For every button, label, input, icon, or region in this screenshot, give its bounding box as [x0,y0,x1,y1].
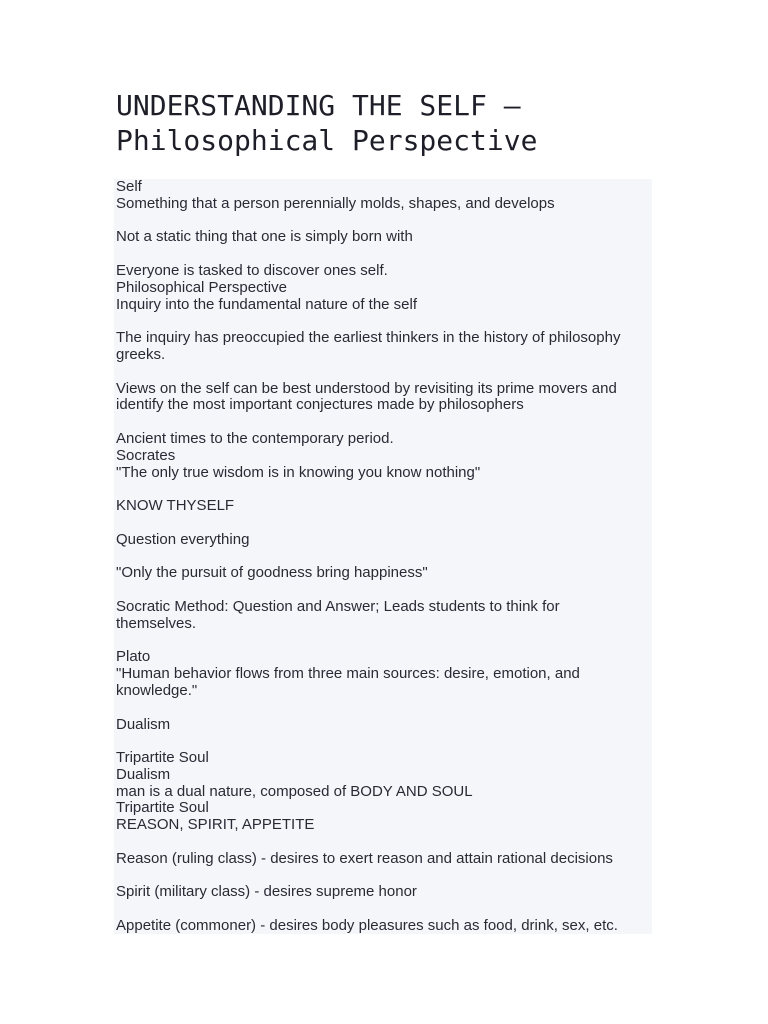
text-line: Plato [116,648,151,666]
title-line-2: Philosophical Perspective [116,124,538,157]
text-line: Tripartite Soul [116,799,209,817]
paragraph-gap [116,868,652,885]
document-body [114,179,652,934]
text-line: "Only the pursuit of goodness bring happiness" [116,564,428,582]
text-line: Everyone is tasked to discover ones self. [116,261,388,279]
paragraph-gap [116,901,652,918]
paragraph-gap [116,515,652,532]
text-line: Not a static thing that one is simply born with [116,228,413,246]
text-line: greeks. [116,345,166,363]
paragraph-gap [116,481,652,498]
text-line: themselves. [116,614,197,632]
text-line: Question everything [116,530,250,548]
text-line: man is a dual nature, composed of BODY AND SOUL [116,782,473,800]
text-line: Spirit (military class) - desires supreme honor [116,883,417,901]
text-line: Dualism [116,715,171,733]
paragraph-gap [116,414,652,431]
paragraph-gap [116,313,652,330]
text-line: Philosophical Perspective [116,278,287,296]
text-line: Dualism [116,765,171,783]
text-line: Something that a person perennially molds, shapes, and develops [116,194,555,212]
text-line: Ancient times to the contemporary period. [116,429,394,447]
paragraph-gap [116,364,652,381]
paragraph-gap [116,633,652,650]
paragraph-gap [116,213,652,230]
paragraph-gap [116,733,652,750]
text-line: "The only true wisdom is in knowing you know nothing" [116,463,481,481]
text-line: Views on the self can be best understood by revisiting its prime movers and [116,379,617,397]
text-line: The inquiry has preoccupied the earliest thinkers in the history of philosophy [116,329,621,347]
text-line: "Human behavior flows from three main sources: desire, emotion, and [116,665,580,683]
text-line: Tripartite Soul [116,749,209,767]
text-line: Self [116,179,142,195]
text-line: knowledge." [116,681,198,699]
document-title [116,88,676,158]
text-line: identify the most important conjectures made by philosophers [116,396,524,414]
text-line: Socratic Method: Question and Answer; Leads students to think for [116,597,560,615]
text-line: REASON, SPIRIT, APPETITE [116,816,315,834]
paragraph-gap [116,246,652,263]
paragraph-gap [116,834,652,851]
text-line: Inquiry into the fundamental nature of the self [116,295,418,313]
text-line: Appetite (commoner) - desires body pleasures such as food, drink, sex, etc. [116,917,618,934]
paragraph-gap [116,700,652,717]
paragraph-gap [116,549,652,566]
text-line: KNOW THYSELF [116,497,235,515]
paragraph-gap [116,582,652,599]
text-line: Socrates [116,446,176,464]
title-line-1: UNDERSTANDING THE SELF – [116,89,521,122]
text-line: Reason (ruling class) - desires to exert reason and attain rational decisions [116,849,613,867]
